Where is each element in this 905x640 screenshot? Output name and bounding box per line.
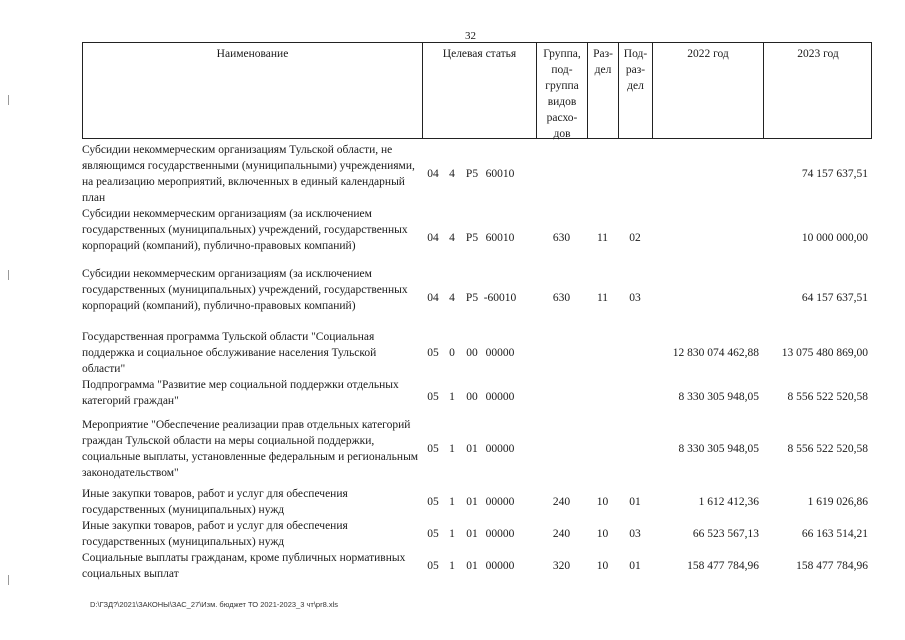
- cell-y2022: 66 523 567,13: [692, 528, 759, 540]
- cell-c1: 04: [427, 232, 439, 244]
- cell-group: 320: [552, 560, 571, 572]
- table-row: [82, 550, 872, 582]
- row-name: Субсидии некоммерческим организациям (за исключением государственных (муниципальных) учреждений, государственных корпораций (компаний), публично-правовых компаний): [82, 208, 408, 252]
- cell-sub: 01: [629, 560, 641, 572]
- cell-c4: 00000: [485, 496, 515, 508]
- header-subsection: Под- раз- дел: [619, 43, 653, 138]
- cell-y2023: 66 163 514,21: [801, 528, 868, 540]
- cell-c2: 4: [449, 292, 455, 304]
- row-name: Иные закупки товаров, работ и услуг для обеспечения государственных (муниципальных) нужд: [82, 488, 348, 516]
- cell-y2023: 10 000 000,00: [801, 232, 868, 244]
- header-name: Наименование: [83, 43, 423, 138]
- cell-c2: 1: [449, 496, 455, 508]
- cell-sec: 10: [596, 496, 609, 508]
- cell-y2022: 8 330 305 948,05: [678, 443, 759, 455]
- cell-y2023: 64 157 637,51: [801, 292, 868, 304]
- table-row: [82, 329, 872, 377]
- cell-sec: 10: [596, 560, 609, 572]
- cell-sec: 11: [596, 292, 609, 304]
- cell-c4: 00000: [485, 443, 515, 455]
- table-row: [82, 417, 872, 481]
- header-target: Целевая статья: [423, 43, 537, 138]
- cell-y2022: 1 612 412,36: [698, 496, 759, 508]
- cell-c1: 05: [427, 347, 439, 359]
- cell-c2: 1: [449, 560, 455, 572]
- row-name: Субсидии некоммерческим организациям Тульской области, не являющимся государственными (муниципальными) учреждениями, на реализацию мероприятий, включенных в единый календарный план: [82, 144, 415, 204]
- cell-sub: 03: [629, 528, 641, 540]
- cell-c1: 05: [427, 391, 439, 403]
- cell-y2023: 1 619 026,86: [807, 496, 868, 508]
- cell-sec: 11: [596, 232, 609, 244]
- cell-y2023: 158 477 784,96: [796, 560, 868, 572]
- cell-y2023: 74 157 637,51: [801, 168, 868, 180]
- cell-c3: Р5: [465, 168, 479, 180]
- row-name: Субсидии некоммерческим организациям (за исключением государственных (муниципальных) учреждений, государственных корпораций (компаний), публично-правовых компаний): [82, 268, 408, 312]
- cell-c4: -60010: [483, 292, 517, 304]
- cell-c2: 1: [449, 528, 455, 540]
- table-row: [82, 518, 872, 550]
- cell-c1: 04: [427, 292, 439, 304]
- cell-c2: 4: [449, 232, 455, 244]
- table-row: [82, 142, 872, 206]
- row-name: Социальные выплаты гражданам, кроме публичных нормативных социальных выплат: [82, 552, 406, 580]
- row-name: Иные закупки товаров, работ и услуг для обеспечения государственных (муниципальных) нужд: [82, 520, 348, 548]
- cell-c1: 05: [427, 496, 439, 508]
- table-row: [82, 377, 872, 417]
- scan-mark: [8, 95, 9, 105]
- table-row: [82, 486, 872, 518]
- cell-c2: 1: [449, 443, 455, 455]
- row-name: Подпрограмма "Развитие мер социальной поддержки отдельных категорий граждан": [82, 379, 399, 407]
- cell-y2023: 8 556 522 520,58: [787, 391, 868, 403]
- cell-y2022: 158 477 784,96: [687, 560, 759, 572]
- file-path-footer: D:\ГЗД?\2021\ЗАКОНЫ\ЗАС_27\Изм. бюджет ТО 2021-2023_3 чт\pr8.xls: [90, 600, 338, 609]
- cell-group: 240: [552, 496, 571, 508]
- header-2022: 2022 год: [653, 43, 764, 138]
- table-row: [82, 206, 872, 270]
- cell-c4: 00000: [485, 560, 515, 572]
- cell-group: 630: [552, 232, 571, 244]
- scan-mark: [8, 270, 9, 280]
- cell-group: 240: [552, 528, 571, 540]
- cell-c1: 05: [427, 443, 439, 455]
- cell-c4: 00000: [485, 391, 515, 403]
- cell-c3: 00: [466, 391, 478, 403]
- cell-group: 630: [552, 292, 571, 304]
- cell-c1: 04: [427, 168, 439, 180]
- cell-c4: 60010: [485, 232, 515, 244]
- row-name: Государственная программа Тульской области "Социальная поддержка и социальное обслуживание населения Тульской области": [82, 331, 377, 375]
- cell-y2022: 8 330 305 948,05: [678, 391, 759, 403]
- header-section: Раз- дел: [588, 43, 619, 138]
- cell-c4: 00000: [485, 347, 515, 359]
- cell-c4: 00000: [485, 528, 515, 540]
- cell-c3: 00: [466, 347, 478, 359]
- cell-sub: 03: [629, 292, 641, 304]
- cell-c3: Р5: [465, 292, 479, 304]
- cell-c2: 4: [449, 168, 455, 180]
- cell-c3: 01: [466, 560, 478, 572]
- scan-mark: [8, 575, 9, 585]
- cell-c3: 01: [466, 496, 478, 508]
- cell-c2: 1: [449, 391, 455, 403]
- cell-sub: 01: [629, 496, 641, 508]
- cell-c2: 0: [449, 347, 455, 359]
- cell-c3: Р5: [465, 232, 479, 244]
- cell-y2022: 12 830 074 462,88: [672, 347, 759, 359]
- cell-c3: 01: [466, 443, 478, 455]
- table-row: [82, 266, 872, 330]
- header-2023: 2023 год: [797, 48, 839, 60]
- cell-c1: 05: [427, 560, 439, 572]
- cell-y2023: 8 556 522 520,58: [787, 443, 868, 455]
- page-number: 32: [465, 30, 476, 42]
- header-group: Группа, под- группа видов расхо- дов: [537, 43, 588, 138]
- cell-c3: 01: [466, 528, 478, 540]
- table-header: [82, 42, 872, 139]
- cell-y2023: 13 075 480 869,00: [781, 347, 868, 359]
- row-name: Мероприятие "Обеспечение реализации прав отдельных категорий граждан Тульской области на меры социальной поддержки, социальные выплаты, установленные федеральным и региональным законодательством": [82, 419, 419, 479]
- cell-sub: 02: [629, 232, 641, 244]
- cell-sec: 10: [596, 528, 609, 540]
- cell-c4: 60010: [485, 168, 515, 180]
- cell-c1: 05: [427, 528, 439, 540]
